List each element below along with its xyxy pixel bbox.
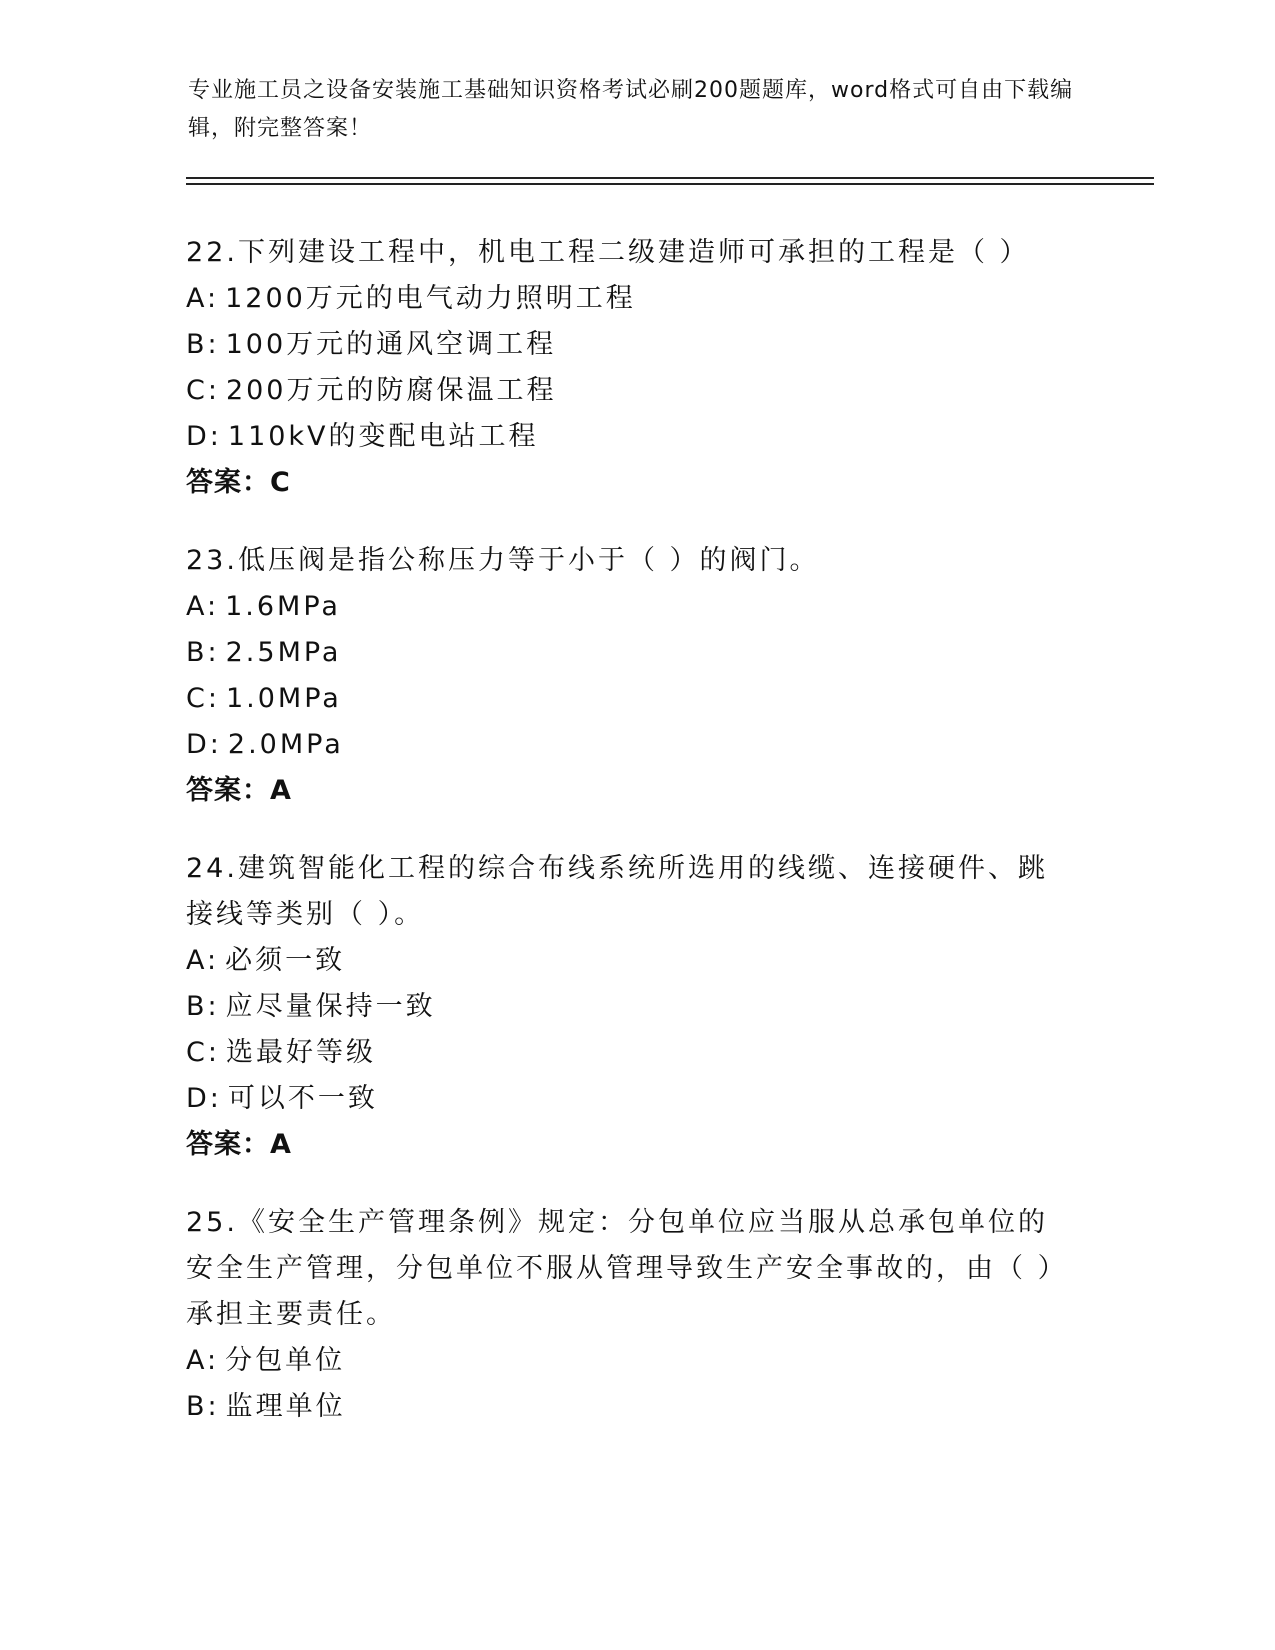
option-letter: D: [186,421,222,452]
option-c [186,368,1086,414]
option-c [186,1030,1086,1076]
document-header: 专业施工员之设备安装施工基础知识资格考试必刷200题题库，word格式可自由下载编辑，附完整答案！ [188,78,1074,141]
option-letter: C: [186,375,220,406]
option-text: 1200万元的电气动力照明工程 [225,283,636,314]
option-text: 监理单位 [225,1391,346,1422]
option-letter: A: [186,1345,220,1376]
option-b [186,984,1086,1030]
question-stem: 24.建筑智能化工程的综合布线系统所选用的线缆、连接硬件、跳接线等类别（ ）。 [186,853,1048,930]
question-24 [186,846,1086,1168]
option-d [186,722,1086,768]
option-text: 选最好等级 [225,1037,376,1068]
option-letter: D: [186,729,222,760]
option-letter: A: [186,283,220,314]
option-letter: B: [186,637,220,668]
answer-label: 答案： [186,775,270,806]
option-letter: B: [186,1391,220,1422]
option-b [186,322,1086,368]
option-text: 2.0MPa [227,729,344,760]
answer-line [186,1122,1086,1168]
option-text: 分包单位 [225,1345,346,1376]
option-a [186,1338,1086,1384]
header-divider-bottom [186,183,1154,185]
option-b [186,630,1086,676]
option-letter: A: [186,945,220,976]
question-stem: 23.低压阀是指公称压力等于小于（ ）的阀门。 [186,545,820,576]
answer-label: 答案： [186,1129,270,1160]
answer-value: C [270,467,291,498]
question-list [186,230,1086,1462]
option-a [186,938,1086,984]
header-divider-top [186,177,1154,179]
question-stem: 25.《安全生产管理条例》规定：分包单位应当服从总承包单位的安全生产管理，分包单位不服从管理导致生产安全事故的，由（ ）承担主要责任。 [186,1207,1068,1330]
option-letter: A: [186,591,220,622]
option-text: 必须一致 [225,945,346,976]
answer-line [186,768,1086,814]
option-text: 110kV的变配电站工程 [227,421,539,452]
option-a [186,584,1086,630]
question-stem: 22.下列建设工程中，机电工程二级建造师可承担的工程是（ ） [186,237,1030,268]
option-d [186,1076,1086,1122]
option-c [186,676,1086,722]
option-letter: D: [186,1083,222,1114]
option-letter: C: [186,683,220,714]
option-text: 可以不一致 [227,1083,378,1114]
option-b [186,1384,1086,1430]
question-22 [186,230,1086,506]
option-letter: B: [186,329,220,360]
option-a [186,276,1086,322]
option-letter: B: [186,991,220,1022]
option-text: 1.6MPa [225,591,341,622]
option-text: 1.0MPa [225,683,342,714]
option-letter: C: [186,1037,220,1068]
option-d [186,414,1086,460]
answer-label: 答案： [186,467,270,498]
option-text: 200万元的防腐保温工程 [225,375,557,406]
question-23 [186,538,1086,814]
option-text: 100万元的通风空调工程 [225,329,557,360]
answer-value: A [270,775,292,806]
answer-value: A [270,1129,292,1160]
option-text: 应尽量保持一致 [225,991,436,1022]
option-text: 2.5MPa [225,637,342,668]
answer-line [186,460,1086,506]
question-25 [186,1200,1086,1430]
